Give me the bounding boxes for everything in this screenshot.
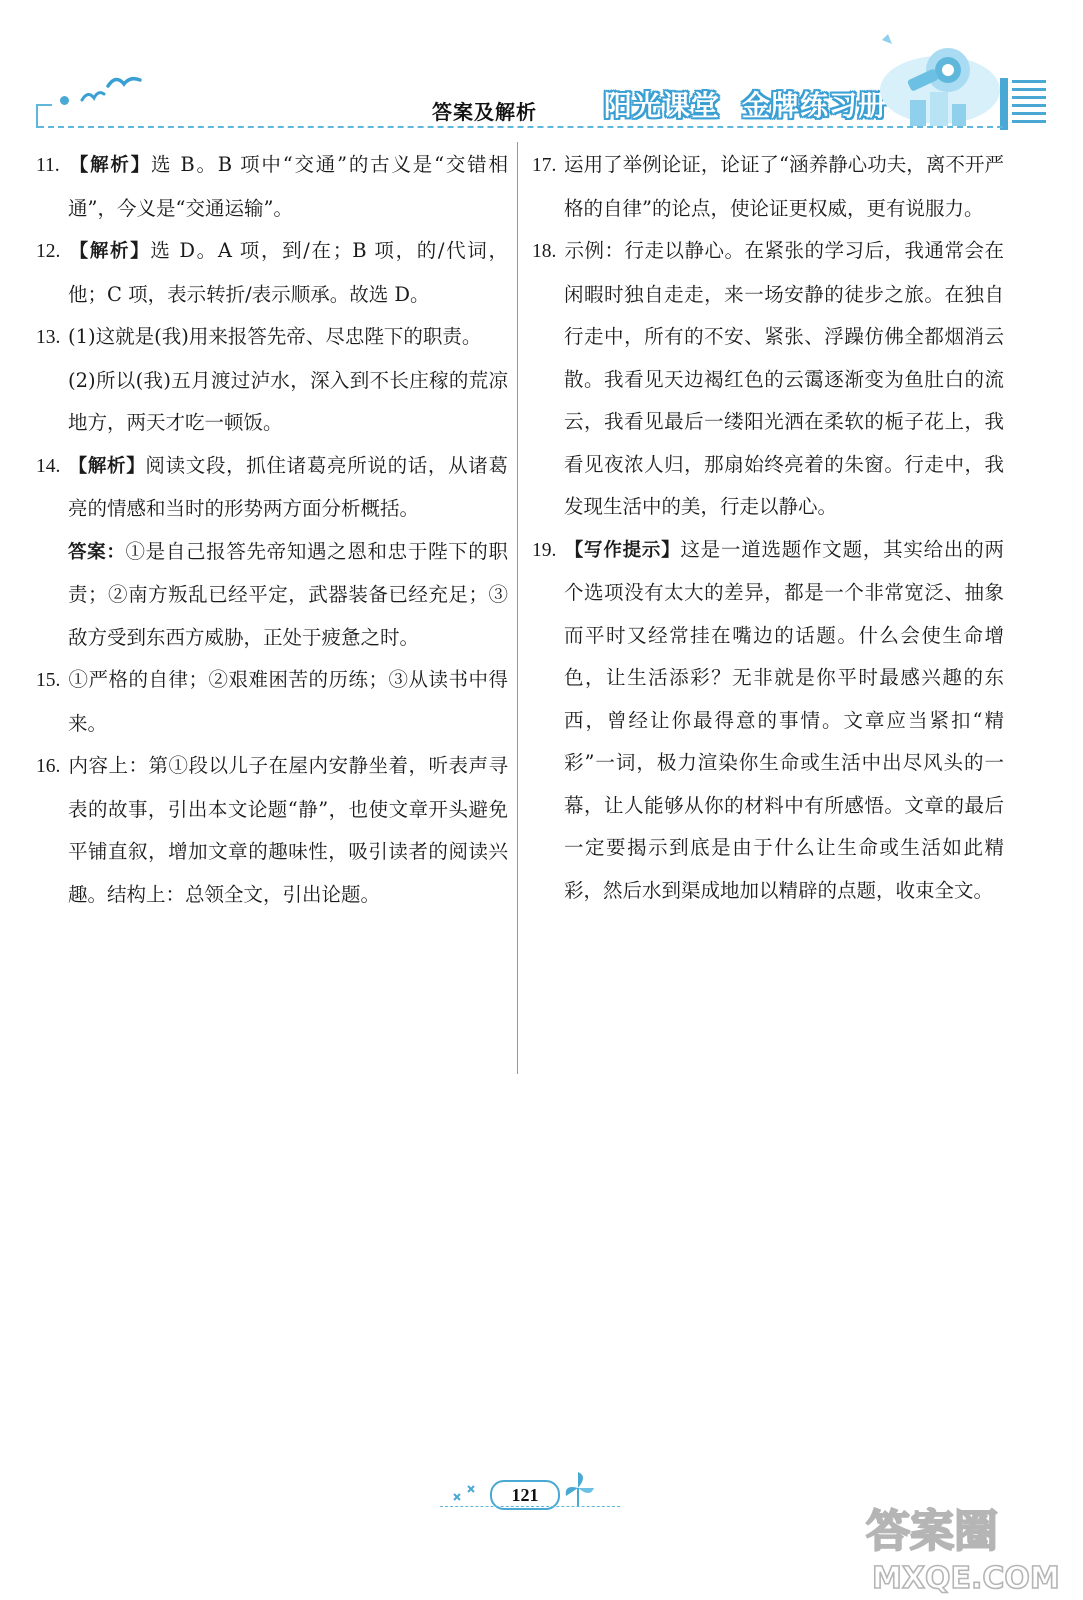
page-footer (440, 1468, 620, 1518)
watermark-logo (858, 1496, 1068, 1596)
answer-tag: 答案： (68, 541, 126, 563)
watermark-text-cn: 答案圈 (866, 1506, 998, 1557)
answer-text: ①是自己报答先帝知遇之恩和忠于陛下的职责；②南方叛乱已经平定，武器装备已经充足；③敌方受到东西方威胁，正处于疲惫之时。 (68, 539, 508, 649)
item-number: 15. (36, 670, 61, 691)
answer-item-14-answer (36, 531, 508, 660)
item-text-part1: (1)这就是(我)用来报答先帝、尽忠陛下的职责。 (68, 325, 482, 348)
header-dot-decoration (60, 96, 69, 105)
pinwheel-icon (558, 1468, 598, 1506)
analysis-tag: 【解析】 (68, 155, 152, 176)
item-number: 18. (532, 241, 557, 262)
header-stripes-decoration (1000, 78, 1046, 130)
answer-item-15 (36, 659, 508, 745)
brand-title (604, 84, 887, 124)
seagulls-icon (78, 72, 148, 108)
section-title: 答案及解析 (432, 100, 537, 124)
right-column (532, 144, 1004, 912)
footer-dashed-line (440, 1506, 620, 1507)
answer-item-13-part2: (2)所以(我)五月渡过泸水，深入到不长庄稼的荒凉地方，两天才吃一顿饭。 (68, 368, 508, 434)
item-text: ①严格的自律；②艰难困苦的历练；③从读书中得来。 (68, 668, 508, 735)
answer-item-13 (36, 316, 508, 360)
item-text: 示例：行走以静心。在紧张的学习后，我通常会在闲暇时独自走走，来一场安静的徒步之旅。在独自行走中，所有的不安、紧张、浮躁仿佛全都烟消云散。我看见天边褐红色的云霭逐渐变为鱼肚白的流云，我看见最后一缕阳光洒在柔软的栀子花上，我看见夜浓人归，那扇始终亮着的朱窗。行走中，我发现生活中的美，行走以静心。 (564, 239, 1004, 518)
header-bracket-decoration (36, 104, 52, 128)
item-number: 14. (36, 455, 61, 477)
item-number: 19. (532, 539, 557, 561)
answer-item-17 (532, 144, 1004, 230)
item-text: 选 B。B 项中“交通”的古义是“交错相通”，今义是“交通运输”。 (68, 153, 508, 220)
answer-item-18 (532, 230, 1004, 529)
item-text: 阅读文段，抓住诸葛亮所说的话，从诸葛亮的情感和当时的形势两方面分析概括。 (68, 453, 508, 520)
sparkle-icon (450, 1482, 480, 1506)
item-number: 17. (532, 155, 557, 176)
page-header (0, 0, 1083, 140)
item-text: 运用了举例论证，论证了“涵养静心功夫，离不开严格的自律”的论点，使论证更权威，更有说服力。 (564, 153, 1004, 220)
item-text: 这是一道选题作文题，其实给出的两个选项没有太大的差异，都是一个非常宽泛、抽象而平时又经常挂在嘴边的话题。什么会使生命增色，让生活添彩？无非就是你平时最感兴趣的东西，曾经让你最得意的事情。文章应当紧扣“精彩”一词，极力渲染你生命或生活中出尽风头的一幕，让人能够从你的材料中有所感悟。文章的最后一定要揭示到底是由于什么让生命或生活如此精彩，然后水到渠成地加以精辟的点题，收束全文。 (564, 537, 1004, 902)
item-text: 内容上：第①段以儿子在屋内安静坐着，听表声寻表的故事，引出本文论题“静”，也使文章开头避免平铺直叙，增加文章的趣味性，吸引读者的阅读兴趣。结构上：总领全文，引出论题。 (68, 754, 508, 906)
left-column (36, 144, 508, 916)
analysis-tag: 【解析】 (68, 241, 151, 262)
brand-title-part2: 金牌练习册 (742, 89, 888, 122)
brand-title-part1: 阳光课堂 (604, 89, 721, 122)
item-number: 12. (36, 241, 61, 262)
telescope-illustration-icon (870, 30, 1000, 130)
item-number: 11. (36, 155, 60, 176)
answer-item-19 (532, 529, 1004, 913)
answer-item-16 (36, 745, 508, 916)
writing-tip-tag: 【写作提示】 (564, 539, 681, 561)
column-divider (517, 142, 518, 1074)
answer-item-12 (36, 230, 508, 316)
header-dashed-line (38, 126, 1003, 128)
page-number: 121 (490, 1480, 560, 1510)
item-number: 13. (36, 327, 61, 348)
answer-item-11 (36, 144, 508, 230)
watermark-text-en: MXQE.COM (872, 1561, 1060, 1596)
item-number: 16. (36, 756, 61, 777)
item-text: 选 D。A 项，到/在；B 项，的/代词，他；C 项，表示转折/表示顺承。故选 D。 (68, 239, 508, 306)
analysis-tag: 【解析】 (68, 455, 146, 477)
answer-item-14 (36, 445, 508, 531)
